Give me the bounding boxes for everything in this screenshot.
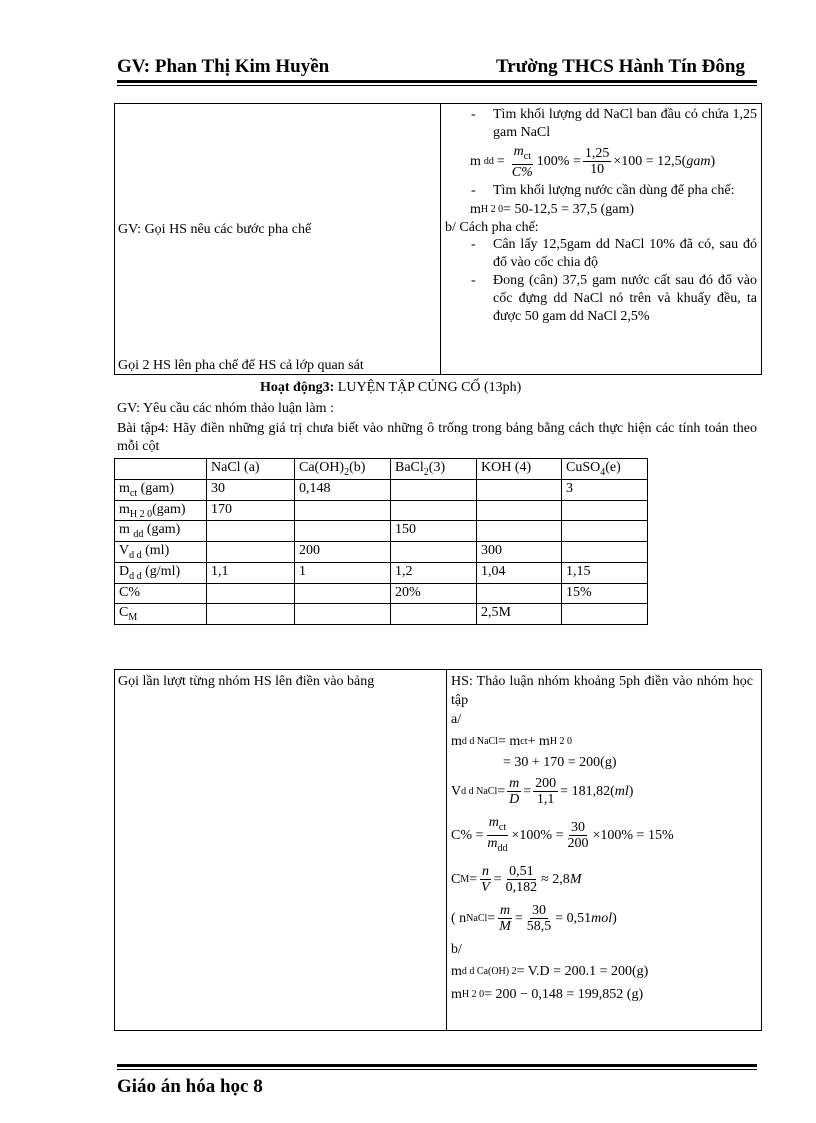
box2-left-cell [115,670,447,1031]
table-cell [207,603,295,624]
table-header-cell: BaCl$_2$(3) [391,459,477,480]
footer-rule-thin [117,1069,757,1070]
table-cell: 30 [207,479,295,500]
table-cell: $V_{d d}$ (ml) [115,542,207,563]
table-cell [477,583,562,603]
box2-part-b: b/ [451,941,462,957]
table-cell: 3 [562,479,648,500]
table-cell: 15% [562,583,648,603]
table-cell: 1,2 [391,562,477,583]
frac-051-0182: $\frac{0,51}{0,182}$ [505,863,538,895]
table-row [115,521,648,542]
table-cell: $C_M$ [115,603,207,624]
table-cell [477,521,562,542]
table-row [115,542,648,563]
table-cell: 1,15 [562,562,648,583]
table-cell [391,603,477,624]
box2-eq-mdd-caoh2: m d d Ca(OH) 2 = V.D = 200.1 = 200(g) [451,963,649,979]
box2-right-cell [447,670,762,1031]
box1-bullet-3: - Cân lấy 12,5gam dd NaCl 10% đã có, sau đó đổ vào cốc chia độ [445,236,757,272]
frac-mct-mdd: $\frac{m_{ct}}{m_{dd}}$ [487,815,508,854]
table-row [115,562,648,583]
lesson-box-1 [114,103,762,375]
table-cell [562,500,648,521]
table-cell [391,500,477,521]
table-cell: 1,04 [477,562,562,583]
box2-hs-text: HS: Thảo luận nhóm khoảng 5ph điền vào nhóm học tập [451,674,753,708]
table-cell: 150 [391,521,477,542]
table-cell: 170 [207,500,295,521]
table-row [115,583,648,603]
table-cell [477,500,562,521]
table-cell: 1,1 [207,562,295,583]
box2-eq-nnacl: ( n NaCl = $\frac{m}{M}$ = $\frac{30}{58,5}$ = 0,51 mol ) [451,902,617,934]
table-cell [562,542,648,563]
frac-125-10: $\frac{1,25}{10}$ [584,146,610,178]
gv-instruction: GV: Yêu cầu các nhóm thảo luận làm : [117,401,334,416]
table-header-cell: $Ca(OH)_2(b)$ [295,459,391,480]
box1-bullet-1: - Tìm khối lượng dd NaCl ban đầu có chứa 1,25 gam NaCl [445,106,757,142]
box2-left-text: Gọi lần lượt từng nhóm HS lên điền vào bảng [118,674,375,689]
box1-sub-b: b/ Cách pha chế: [445,219,539,235]
header-teacher: GV: Phan Thị Kim Huyền [117,56,330,77]
frac-200-11: $\frac{200}{1,1}$ [535,776,557,807]
box2-eq-cpercent: C% = $\frac{m_{ct}}{m_{dd}}$ ×100% = $\frac{30}{200}$ ×100% = 15% [451,815,674,854]
footer-text: Giáo án hóa học 8 [117,1076,263,1097]
table-cell [295,521,391,542]
table-cell: 200 [295,542,391,563]
header-school: Trường THCS Hành Tín Đông [496,56,745,77]
frac-n-v: $\frac{n}{V}$ [481,863,490,895]
frac-m-M: $\frac{m}{M}$ [499,902,511,934]
frac-30-585: $\frac{30}{58,5}$ [526,902,552,934]
table-row [115,479,648,500]
table-cell [391,542,477,563]
table-cell [391,479,477,500]
box1-eq-1: m dd = $\frac{m_{ct}}{C\%}$ 100% = $\frac{1,25}{10}$ ×100 = 12,5( gam ) [470,144,716,180]
table-cell: 0,148 [295,479,391,500]
box1-bullet-4: - Đong (cân) 37,5 gam nước cất sau đó đổ vào cốc đựng dd NaCl nó trên và khuấy đều, ta được 50 gam dd NaCl 2,5% [445,272,757,326]
box2-eq-sum: = 30 + 170 = 200(g) [503,755,617,770]
table-header-cell [115,459,207,480]
table-cell: 2,5M [477,603,562,624]
header-rule-thick [117,80,757,83]
table-cell [562,521,648,542]
frac-m-d: $\frac{m}{D}$ [509,776,520,807]
header-rule-thin [117,85,757,86]
table-header-cell: CuSO$_4$(e) [562,459,648,480]
table-cell [295,500,391,521]
table-cell: $m_{ct}$ (gam) [115,479,207,500]
table-cell: 1 [295,562,391,583]
table-header-cell: KOH (4) [477,459,562,480]
table-cell [562,603,648,624]
table-cell: $D_{d d}$ (g/ml) [115,562,207,583]
footer-rule-thick [117,1064,757,1067]
exercise-table [114,458,648,625]
table-cell [207,542,295,563]
box1-right-cell [441,104,762,375]
table-cell: 20% [391,583,477,603]
frac-30-200: $\frac{30}{200}$ [567,819,589,851]
box1-left-text-1: GV: Gọi HS nêu các bước pha chế [118,222,312,237]
box2-eq-mdd: m d d NaCl = m ct + m H 2 0 [451,734,573,749]
table-cell [295,583,391,603]
table-cell [295,603,391,624]
activity-heading: Hoạt động3: LUYỆN TẬP CỦNG CỐ (13ph) [260,380,522,395]
exercise-text: Bài tập4: Hãy điền những giá trị chưa biết vào những ô trống trong bảng bằng cách thực hiện các tính toán theo mỗi cột [117,421,757,454]
box2-part-a: a/ [451,712,462,727]
table-cell [207,521,295,542]
table-row [115,603,648,624]
table-cell: 300 [477,542,562,563]
box1-left-text-2: Gọi 2 HS lên pha chế để HS cả lớp quan sát [118,358,364,373]
table-header-cell: NaCl (a) [207,459,295,480]
table-cell [207,583,295,603]
box1-eq-2: m H 2 0 = 50-12,5 = 37,5 (gam) [470,201,635,217]
box1-bullet-2: - Tìm khối lượng nước cần dùng để pha chế: [445,182,757,200]
box2-eq-cm: C M = $\frac{n}{V}$ = $\frac{0,51}{0,182}$ ≈ 2,8 M [451,863,582,895]
frac-mct-c: $\frac{m_{ct}}{C\%}$ [511,144,533,180]
lesson-box-2 [114,669,762,1031]
table-cell: $m_{H 2 0}(gam)$ [115,500,207,521]
table-row [115,500,648,521]
table-cell: C% [115,583,207,603]
table-header-row [115,459,648,480]
table-cell [477,479,562,500]
box2-eq-mh2o: m H 2 0 = 200 − 0,148 = 199,852 (g) [451,986,644,1002]
box2-eq-vdd: V d d NaCl = $\frac{m}{D}$ = $\frac{200}{1,1}$ = 181,82( ml ) [451,776,634,807]
box1-left-cell [115,104,441,375]
table-cell: m $_{dd}$ (gam) [115,521,207,542]
